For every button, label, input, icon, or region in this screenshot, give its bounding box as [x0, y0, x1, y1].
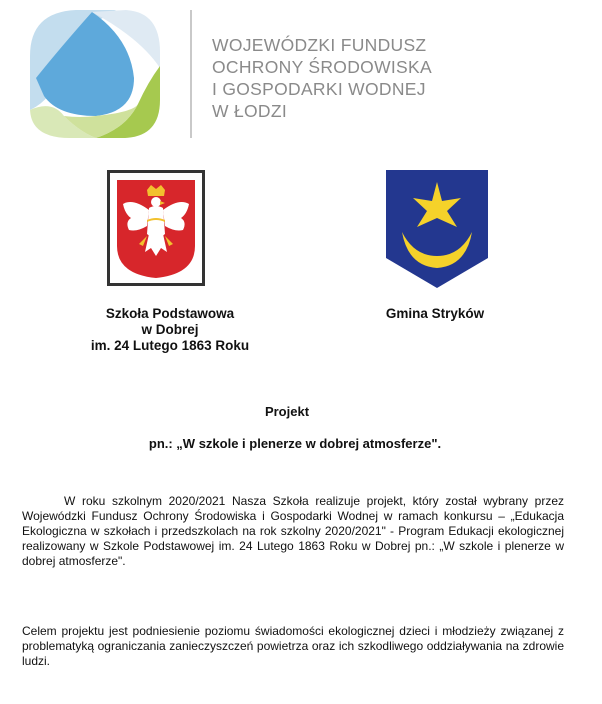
school-location-line: w Dobrej	[141, 322, 199, 337]
school-patron-line: im. 24 Lutego 1863 Roku	[90, 338, 250, 353]
logo-text-line: WOJEWÓDZKI FUNDUSZ	[212, 35, 427, 55]
project-description-paragraph: W roku szkolnym 2020/2021 Nasza Szkoła realizuje projekt, który został wybrany przez Wojewódzki Fundusz Ochrony Środowiska i Gospodarki Wodnej w ramach konkursu – „Edukacja Ekologiczna w szkołach i przedszkolach na rok szkolny 2020/2021" - Program Edukacji ekologicznej realizowany w Szkole Podstawowej im. 24 Lutego 1863 Roku w Dobrej pn.: „W szkole i plenerze w dobrej atmosferze".	[22, 494, 564, 568]
logo-divider	[190, 10, 192, 138]
school-caption	[60, 306, 280, 354]
logo-text-line: I GOSPODARKI WODNEJ	[212, 79, 426, 99]
project-goal-paragraph: Celem projektu jest podniesienie poziomu świadomości ekologicznej dzieci i młodzieży związanej z problematyką ograniczania zanieczyszczeń powietrza oraz ich szkodliwego oddziaływania na zdrowie ludzi.	[22, 624, 564, 668]
project-title: pn.: „W szkole i plenerze w dobrej atmosferze".	[148, 436, 442, 451]
gmina-caption: Gmina Stryków	[385, 306, 485, 321]
project-label: Projekt	[264, 404, 310, 419]
wfosigw-logo-mark-icon	[30, 8, 162, 140]
wfosigw-logo	[30, 8, 450, 140]
gold-star-and-crescent-icon	[386, 170, 488, 288]
wfosigw-name	[212, 34, 432, 122]
logo-text-line: OCHRONY ŚRODOWISKA	[212, 57, 432, 77]
logo-text-line: W ŁODZI	[212, 101, 288, 121]
school-name-line: Szkoła Podstawowa	[105, 306, 235, 321]
polish-white-eagle-icon	[107, 170, 205, 286]
